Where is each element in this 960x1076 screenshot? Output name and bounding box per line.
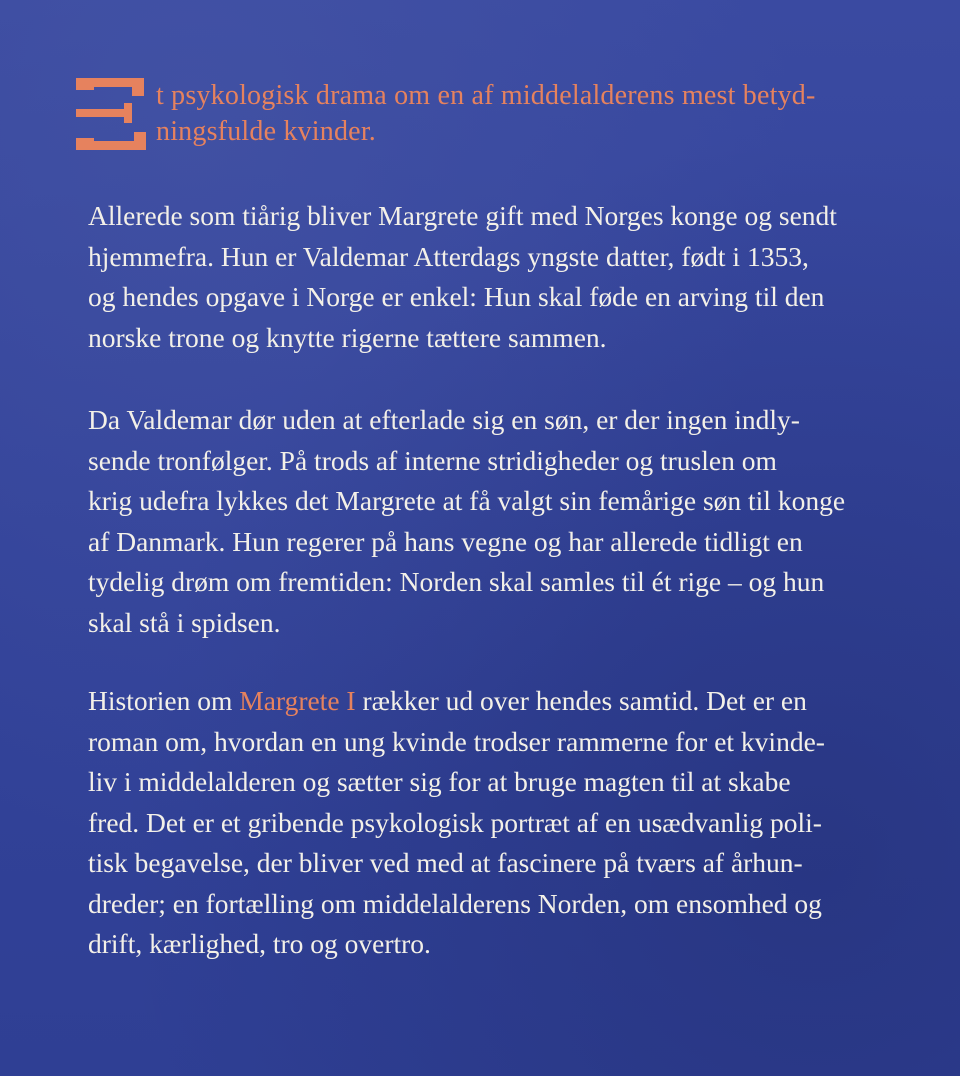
paragraph-2-line: tydelig drøm om fremtiden: Norden skal samles til ét rige – og hun xyxy=(88,566,825,597)
text-segment: rækker ud over hendes samtid. Det er en xyxy=(355,685,807,716)
paragraph-2-line: sende tronfølger. På trods af interne stridigheder og truslen om xyxy=(88,444,777,476)
paragraph-1-line: hjemmefra. Hun er Valdemar Atterdags yngste datter, født i 1353, xyxy=(88,240,809,272)
paragraph-2-line: skal stå i spidsen. xyxy=(88,606,281,638)
intro-block xyxy=(72,70,912,160)
paragraph-3-line: roman om, hvordan en ung kvinde trodser rammerne for et kvinde- xyxy=(88,725,825,757)
paragraph-3-line: fred. Det er et gribende psykologisk portræt af en usædvanlig poli- xyxy=(88,806,822,838)
paragraph-2-line: krig udefra lykkes det Margrete at få valgt sin femårige søn til konge xyxy=(88,485,846,516)
intro-line-1: t psykologisk drama om en af middelalderens mest betyd- xyxy=(156,80,816,111)
paragraph-3-line: liv i middelalderen og sætter sig for at bruge magten til at skabe xyxy=(88,766,791,797)
paragraph-1-line: Allerede som tiårig bliver Margrete gift med Norges konge og sendt xyxy=(88,200,837,231)
book-title-mention: Margrete I xyxy=(239,685,356,716)
paragraph-2-line: Da Valdemar dør uden at efterlade sig en søn, er der ingen indly- xyxy=(88,404,800,435)
drop-cap-e xyxy=(74,76,150,152)
text-segment: Historien om xyxy=(88,685,240,716)
paragraph-1-line: og hendes opgave i Norge er enkel: Hun skal føde en arving til den xyxy=(88,281,825,312)
paragraph-3-line: drift, kærlighed, tro og overtro. xyxy=(88,928,431,959)
paragraph-2-line: af Danmark. Hun regerer på hans vegne og har allerede tidligt en xyxy=(88,525,803,557)
paragraph-1-line: norske trone og knytte rigerne tættere sammen. xyxy=(88,321,607,353)
paragraph-3-line: tisk begavelse, der bliver ved med at fascinere på tværs af århun- xyxy=(88,847,803,878)
paragraph-3-line: dreder; en fortælling om middelalderens Norden, om ensomhed og xyxy=(88,887,822,919)
paragraph-3-first-line xyxy=(88,681,918,722)
paragraph-1 xyxy=(88,196,918,358)
paragraph-2 xyxy=(88,400,918,643)
paragraph-3 xyxy=(88,681,918,965)
intro-line-2: ningsfulde kvinder. xyxy=(156,116,376,147)
intro-text xyxy=(156,78,916,150)
